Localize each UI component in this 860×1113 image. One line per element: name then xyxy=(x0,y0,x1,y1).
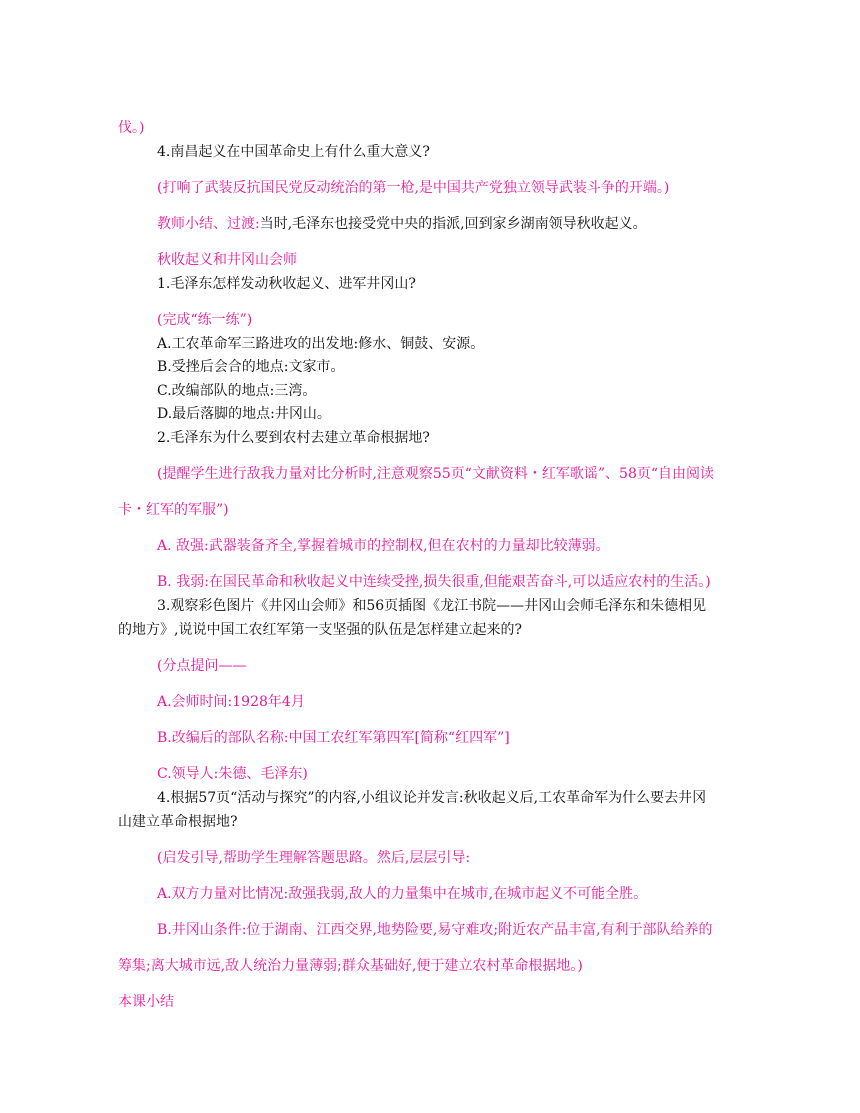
question-4-cont: 山建立革命根据地? xyxy=(118,814,238,830)
question-3-cont: 的地方》,说说中国工农红军第一支坚强的队伍是怎样建立起来的? xyxy=(118,622,522,638)
question-2: 2.毛泽东为什么要到农村去建立革命根据地? xyxy=(157,430,430,446)
question-1: 1.毛泽东怎样发动秋收起义、进军井冈山? xyxy=(157,276,416,292)
answer-c: C.领导人:朱德、毛泽东) xyxy=(157,766,308,782)
item-a: A.工农革命军三路进攻的出发地:修水、铜鼓、安源。 xyxy=(157,336,485,352)
text-line: 伐。) xyxy=(118,120,145,136)
teacher-summary-label: 教师小结、过渡: xyxy=(157,216,260,232)
question-4: 4.根据57页“活动与探究”的内容,小组议论并发言:秋收起义后,工农革命军为什么要去井冈 xyxy=(157,790,707,806)
question-3: 3.观察彩色图片《井冈山会师》和56页插图《龙江书院——井冈山会师毛泽东和朱德相见 xyxy=(157,598,707,614)
question-4-nanchang: 4.南昌起义在中国革命史上有什么重大意义? xyxy=(157,144,430,160)
item-b: B.受挫后会合的地点:文家市。 xyxy=(157,359,345,375)
teacher-summary xyxy=(157,215,647,233)
answer-line: (提醒学生进行敌我力量对比分析时,注意观察55页“文献资料・红军歌谣”、58页“自由阅读 xyxy=(157,466,715,482)
answer-b: B.井冈山条件:位于湖南、江西交界,地势险要,易守难攻;附近农产品丰富,有利于部队给养的 xyxy=(157,922,713,938)
teacher-summary-text: 当时,毛泽东也接受党中央的指派,回到家乡湖南领导秋收起义。 xyxy=(259,216,647,232)
answer-a: A.双方力量对比情况:敌强我弱,敌人的力量集中在城市,在城市起义不可能全胜。 xyxy=(157,886,648,902)
item-c: C.改编部队的地点:三湾。 xyxy=(157,383,317,399)
item-d: D.最后落脚的地点:井冈山。 xyxy=(157,406,331,422)
answer-b: B. 我弱:在国民革命和秋收起义中连续受挫,损失很重,但能艰苦奋斗,可以适应农村的生活。) xyxy=(157,574,711,590)
practice-note: (完成“练一练”) xyxy=(157,312,253,328)
answer-line: (分点提问—— xyxy=(157,658,247,674)
answer-a: A. 敌强:武器装备齐全,掌握着城市的控制权,但在农村的力量却比较薄弱。 xyxy=(157,538,610,554)
section-heading: 秋收起义和井冈山会师 xyxy=(157,252,297,268)
answer-b: B.改编后的部队名称:中国工农红军第四军[简称“红四军”] xyxy=(157,730,510,746)
answer-b-cont: 筹集;离大城市远,敌人统治力量薄弱;群众基础好,便于建立农村革命根据地。) xyxy=(118,958,583,974)
section-heading-summary: 本课小结 xyxy=(118,994,174,1010)
answer-line: (打响了武装反抗国民党反动统治的第一枪,是中国共产党独立领导武装斗争的开端。) xyxy=(157,180,670,196)
answer-line: 卡・红军的军服”) xyxy=(118,502,229,518)
answer-line: (启发引导,帮助学生理解答题思路。然后,层层引导: xyxy=(157,850,471,866)
answer-a: A.会师时间:1928年4月 xyxy=(157,694,305,710)
